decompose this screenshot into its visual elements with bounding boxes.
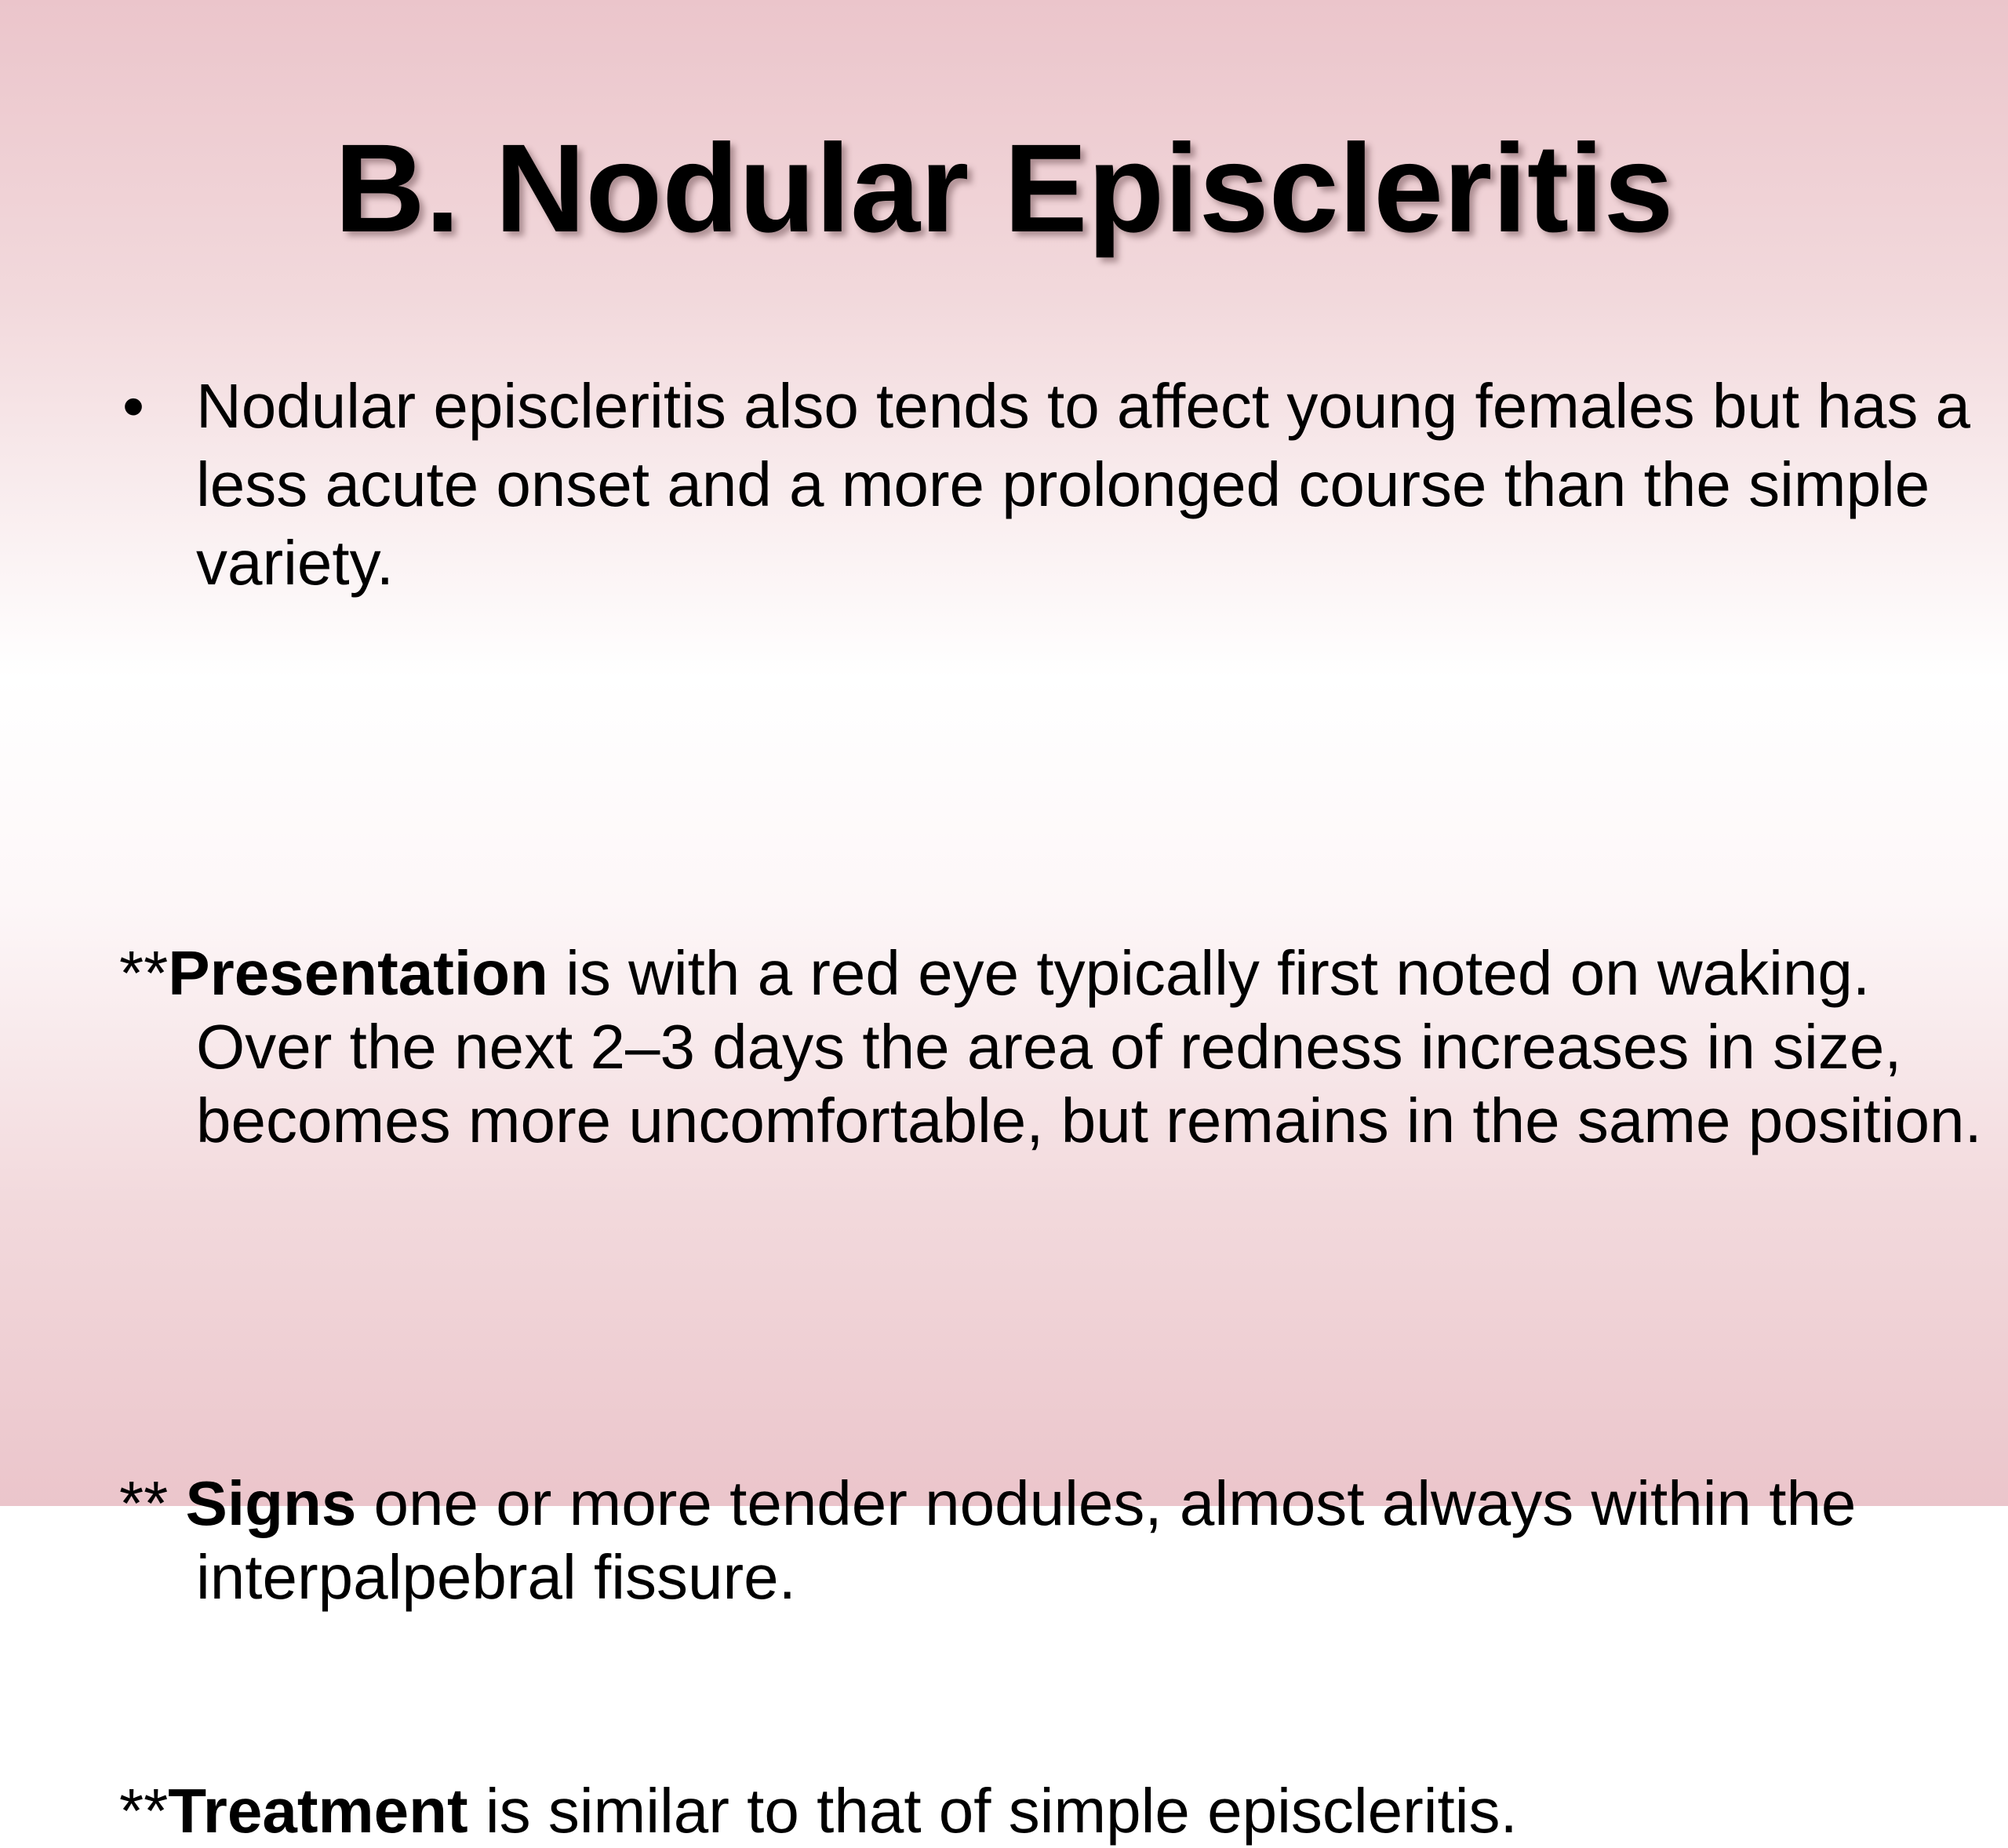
- paragraph-lead-presentation: Presentation: [168, 938, 548, 1008]
- bullet-paragraph-intro: [119, 367, 2000, 602]
- paragraph-signs: [119, 1467, 2000, 1614]
- paragraph-text: is with a red eye typically first noted on waking. Over the next 2–3 days the area of redness increases in size, becomes more uncomfortable, but remains in the same position.: [196, 938, 1982, 1155]
- paragraph-text: Nodular episcleritis also tends to affect young females but has a less acute onset and a more prolonged course than the simple variety.: [196, 371, 1971, 598]
- paragraph-presentation: [119, 937, 2000, 1158]
- paragraph-lead-treatment: Treatment: [168, 1776, 468, 1846]
- bullet-icon: •: [122, 371, 145, 441]
- slide-title: B. Nodular Episcleritis: [334, 118, 1674, 258]
- paragraph-lead-signs: Signs: [185, 1468, 357, 1538]
- paragraph-prefix: **: [119, 938, 169, 1008]
- paragraph-text: is similar to that of simple episcleritis.: [467, 1776, 1518, 1846]
- paragraph-text: one or more tender nodules, almost always within the interpalpebral fissure.: [196, 1468, 1857, 1612]
- paragraph-prefix: **: [119, 1776, 169, 1846]
- paragraph-prefix: **: [119, 1468, 186, 1538]
- paragraph-treatment: [119, 1774, 2000, 1848]
